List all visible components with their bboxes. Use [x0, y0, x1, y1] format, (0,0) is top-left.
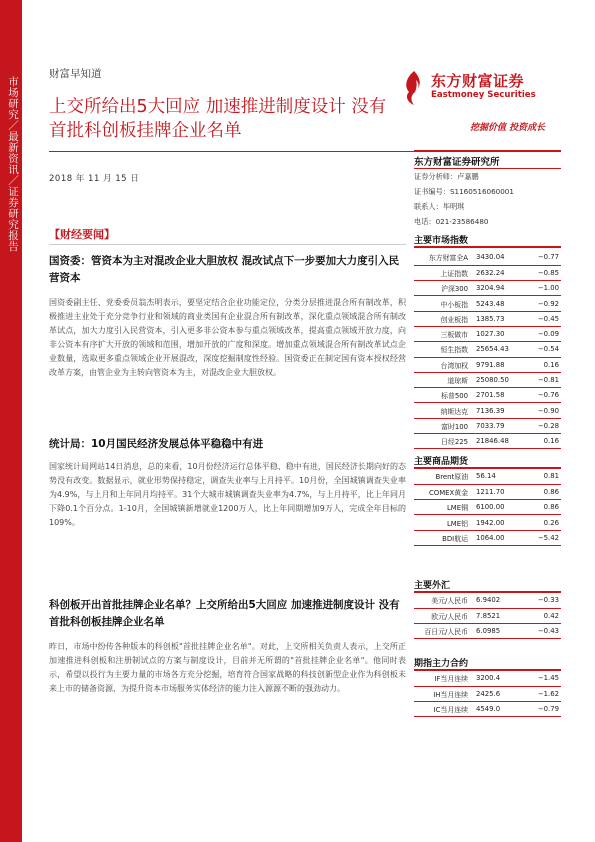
- row-name: IC当月连续: [414, 702, 472, 717]
- row-value: 9791.88: [472, 357, 524, 372]
- row-name: 台湾加权: [414, 357, 472, 372]
- table-row: [414, 342, 561, 357]
- table-row: [414, 593, 561, 608]
- news-body-3: 昨日，市场中纷传各种版本的科创板"首批挂牌企业名单"。对此，上交所相关负责人表示，上交所正加速推进科创板和注册制试点的方案与制度设计，目前并无所谓的"首批挂牌企业名单"。他同时表示，希望以投行为主要力量的市场各方充分挖掘，培育符合国家战略的科技创新型企业作为科创板未来上市的储备资源，为提升资本市场服务实体经济的能力注入源源不断的强劲动力。: [49, 642, 406, 693]
- row-change: −0.43: [524, 624, 561, 639]
- row-change: −0.92: [524, 296, 561, 311]
- row-name: 日经225: [414, 434, 472, 449]
- news-headline-2: 统计局：10月国民经济发展总体平稳稳中有进: [49, 438, 264, 450]
- report-date: 2018 年 11 月 15 日: [49, 174, 140, 184]
- row-change: −0.76: [524, 388, 561, 403]
- row-name: 百日元/人民币: [414, 624, 472, 639]
- row-change: 0.86: [524, 500, 561, 515]
- logo-mark-icon: [401, 70, 427, 106]
- row-change: 0.86: [524, 484, 561, 499]
- row-name: 标普500: [414, 388, 472, 403]
- row-value: 25654.43: [472, 342, 524, 357]
- row-value: 1064.00: [472, 530, 524, 545]
- futures-title: 期指主力合约: [414, 659, 469, 669]
- table-row: [414, 265, 561, 280]
- news-body-1: 国资委副主任、党委委员翁杰明表示，要坚定结合企业功能定位，分类分层推进混合所有制改革，积极推进主业处于充分竞争行业和领域的商业类国有企业混合所有制改革，深化重点领域混合所有制改革试点，加大力度引入民营资本，引入更多非公资本参与重点领域改革，提高重点领域开放力度，向非公资本有序扩大开放的领域和范围，增加开放的广度和深度。增加重点领域混合所有制改革试点企业数量，选取更多重点领域企业开展混改，深度挖掘制度性经验。国资委正在制定国有资本授权经营改革方案，由管企业为主转向管资本为主，对混改企业大胆放权。: [49, 298, 406, 377]
- row-change: −0.54: [524, 342, 561, 357]
- header-rule-accent: [414, 150, 561, 152]
- row-value: 1211.70: [472, 484, 524, 499]
- table-row: [414, 686, 561, 701]
- row-name: 创业板指: [414, 311, 472, 326]
- section-tag: 【财经要闻】: [49, 228, 115, 241]
- table-row: [414, 388, 561, 403]
- series-label: 财富早知道: [49, 68, 102, 80]
- row-name: 上证指数: [414, 265, 472, 280]
- row-change: −0.90: [524, 403, 561, 418]
- table-row: [414, 296, 561, 311]
- row-value: 4549.0: [472, 702, 524, 717]
- table-row: [414, 671, 561, 686]
- tag-divider: [49, 244, 406, 245]
- fx-table: [414, 593, 561, 639]
- row-name: 道琼斯: [414, 372, 472, 387]
- row-value: 5243.48: [472, 296, 524, 311]
- row-name: Brent原油: [414, 469, 472, 484]
- row-change: −1.62: [524, 686, 561, 701]
- table-row: [414, 530, 561, 545]
- row-change: −0.45: [524, 311, 561, 326]
- row-value: 3430.04: [472, 250, 524, 265]
- row-name: IH当月连续: [414, 686, 472, 701]
- table-row: [414, 484, 561, 499]
- row-name: COMEX黄金: [414, 484, 472, 499]
- side-band-text: 市场研究／最新资讯／证券研究报告: [7, 76, 19, 252]
- analyst-name: 证券分析师：卢嘉鹏: [414, 172, 479, 181]
- row-change: 0.26: [524, 515, 561, 530]
- slogan: 挖掘价值 投资成长: [470, 123, 546, 133]
- row-change: −0.85: [524, 265, 561, 280]
- contact-phone: 电话：021-23586480: [414, 217, 489, 226]
- row-value: 3204.94: [472, 281, 524, 296]
- row-name: 沪深300: [414, 281, 472, 296]
- table-row: [414, 326, 561, 341]
- commodity-table: [414, 469, 561, 546]
- futures-table: [414, 671, 561, 717]
- row-change: −5.42: [524, 530, 561, 545]
- table-row: [414, 418, 561, 433]
- table-row: [414, 702, 561, 717]
- row-name: IF当月连续: [414, 671, 472, 686]
- row-value: 3200.4: [472, 671, 524, 686]
- row-name: 三板做市: [414, 326, 472, 341]
- row-value: 2632.24: [472, 265, 524, 280]
- row-value: 1027.30: [472, 326, 524, 341]
- table-row: [414, 281, 561, 296]
- market-index-rule: [414, 246, 561, 248]
- row-name: 中小板指: [414, 296, 472, 311]
- row-name: LME铜: [414, 500, 472, 515]
- row-change: 0.81: [524, 469, 561, 484]
- commodity-title: 主要商品期货: [414, 457, 469, 467]
- row-value: 2701.58: [472, 388, 524, 403]
- row-value: 6100.00: [472, 500, 524, 515]
- table-row: [414, 515, 561, 530]
- table-row: [414, 624, 561, 639]
- report-title: 上交所给出5大回应 加速推进制度设计 没有首批科创板挂牌企业名单: [49, 97, 387, 141]
- row-name: 恒生指数: [414, 342, 472, 357]
- news-headline-3: 科创板开出首批挂牌企业名单？上交所给出5大回应 加速推进制度设计 没有首批科创板挂牌企业名单: [49, 599, 400, 628]
- market-index-table: [414, 250, 561, 449]
- table-row: [414, 357, 561, 372]
- row-value: 56.14: [472, 469, 524, 484]
- row-value: 25080.50: [472, 372, 524, 387]
- row-value: 7136.39: [472, 403, 524, 418]
- news-body-2: 国家统计局网站14日消息，总的来看，10月份经济运行总体平稳、稳中有进，国民经济长期向好的态势没有改变。数据显示，就业形势保持稳定，调查失业率与上月持平。10月份，全国城镇调查失业率为4.9%，与上月和上年同月均持平。31个大城市城镇调查失业率为4.7%，与上月持平，比上年同月下降0.1个百分点。1-10月，全国城镇新增就业1200万人，比上年同期增加9万人，完成全年目标的109%。: [49, 462, 406, 527]
- row-change: −0.09: [524, 326, 561, 341]
- row-name: BDI航运: [414, 530, 472, 545]
- row-name: LME铝: [414, 515, 472, 530]
- table-row: [414, 372, 561, 387]
- row-value: 2425.6: [472, 686, 524, 701]
- row-name: 欧元/人民币: [414, 608, 472, 623]
- row-change: −0.81: [524, 372, 561, 387]
- institute-name-wrap: [414, 154, 561, 168]
- row-name: 美元/人民币: [414, 593, 472, 608]
- table-row: [414, 250, 561, 265]
- table-row: [414, 434, 561, 449]
- table-row: [414, 469, 561, 484]
- market-index-title: 主要市场指数: [414, 236, 469, 246]
- table-row: [414, 311, 561, 326]
- row-change: −1.00: [524, 281, 561, 296]
- row-change: 0.42: [524, 608, 561, 623]
- row-change: −0.77: [524, 250, 561, 265]
- row-name: 东方财富全A: [414, 250, 472, 265]
- row-name: 纳斯达克: [414, 403, 472, 418]
- row-change: 0.16: [524, 434, 561, 449]
- row-value: 7033.79: [472, 418, 524, 433]
- institute-rule: [414, 168, 561, 169]
- logo-cn: 东方财富证券: [431, 72, 525, 90]
- fx-title: 主要外汇: [414, 581, 451, 591]
- row-value: 6.0985: [472, 624, 524, 639]
- row-change: −1.45: [524, 671, 561, 686]
- row-change: −0.79: [524, 702, 561, 717]
- contact-person: 联系人：毕明琪: [414, 202, 465, 211]
- table-row: [414, 500, 561, 515]
- row-name: 富时100: [414, 418, 472, 433]
- row-change: 0.16: [524, 357, 561, 372]
- table-row: [414, 403, 561, 418]
- row-value: 1385.73: [472, 311, 524, 326]
- row-value: 6.9402: [472, 593, 524, 608]
- logo-en: Eastmoney Securities: [431, 90, 536, 100]
- table-row: [414, 608, 561, 623]
- row-value: 7.8521: [472, 608, 524, 623]
- row-value: 1942.00: [472, 515, 524, 530]
- row-change: −0.28: [524, 418, 561, 433]
- brand-logo: [401, 68, 561, 108]
- row-change: −0.33: [524, 593, 561, 608]
- analyst-cert: 证书编号：S1160516060001: [414, 187, 514, 196]
- news-headline-1: 国资委：管资本为主对混改企业大胆放权 混改试点下一步要加大力度引入民营资本: [49, 255, 400, 284]
- institute-name: 东方财富证券研究所: [414, 157, 500, 168]
- row-value: 21846.48: [472, 434, 524, 449]
